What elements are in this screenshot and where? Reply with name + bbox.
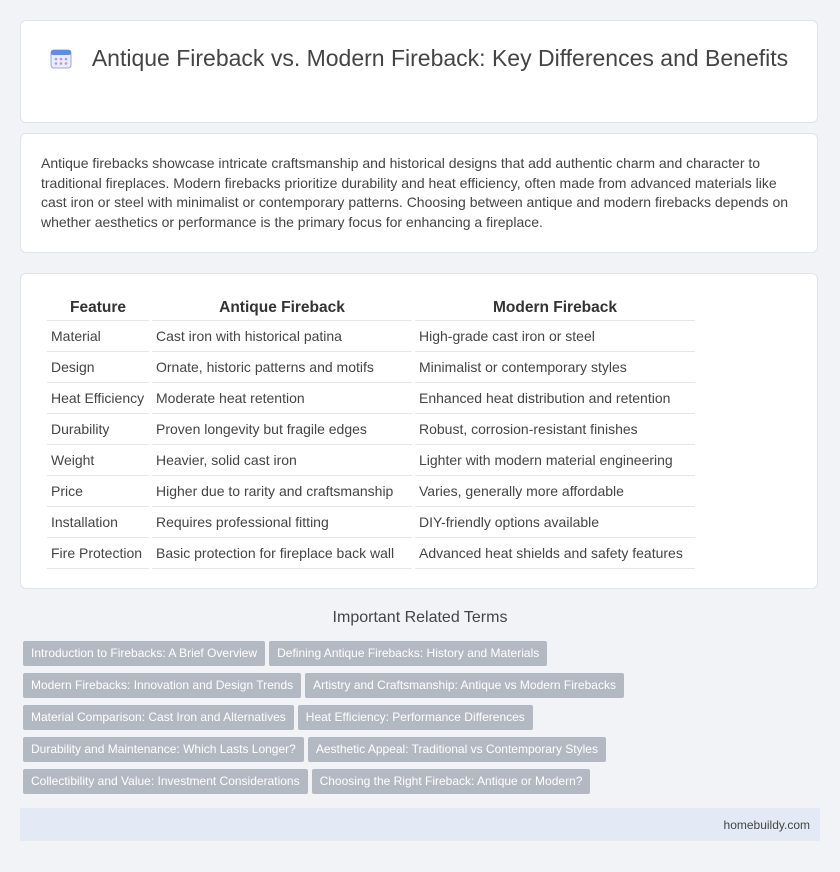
related-term-tag[interactable]: Defining Antique Firebacks: History and Materials bbox=[269, 641, 547, 666]
table-cell: Basic protection for fireplace back wall bbox=[152, 538, 412, 569]
table-cell: Lighter with modern material engineering bbox=[415, 445, 695, 476]
related-term-tag[interactable]: Modern Firebacks: Innovation and Design Trends bbox=[23, 673, 301, 698]
page-title-row bbox=[21, 43, 817, 73]
table-cell: Material bbox=[47, 321, 149, 352]
table-cell: Ornate, historic patterns and motifs bbox=[152, 352, 412, 383]
tag-row bbox=[23, 673, 823, 705]
table-cell: Minimalist or contemporary styles bbox=[415, 352, 695, 383]
table-cell: Proven longevity but fragile edges bbox=[152, 414, 412, 445]
table-row bbox=[47, 383, 695, 414]
related-term-tag[interactable]: Material Comparison: Cast Iron and Alternatives bbox=[23, 705, 294, 730]
table-cell: Price bbox=[47, 476, 149, 507]
related-term-tag[interactable]: Introduction to Firebacks: A Brief Overview bbox=[23, 641, 265, 666]
table-cell: Weight bbox=[47, 445, 149, 476]
table-row bbox=[47, 414, 695, 445]
tag-row bbox=[23, 769, 823, 801]
table-header-row bbox=[47, 296, 695, 321]
related-term-tag[interactable]: Choosing the Right Fireback: Antique or Modern? bbox=[312, 769, 591, 794]
tag-row bbox=[23, 641, 823, 673]
tag-row bbox=[23, 737, 823, 769]
header-feature: Feature bbox=[47, 296, 149, 321]
footer-site-link[interactable]: homebuildy.com bbox=[723, 818, 810, 832]
intro-card bbox=[20, 133, 818, 253]
related-term-tag[interactable]: Heat Efficiency: Performance Differences bbox=[298, 705, 533, 730]
table-cell: Higher due to rarity and craftsmanship bbox=[152, 476, 412, 507]
table-cell: Design bbox=[47, 352, 149, 383]
related-term-tag[interactable]: Durability and Maintenance: Which Lasts Longer? bbox=[23, 737, 304, 762]
footer bbox=[20, 808, 820, 841]
intro-paragraph: Antique firebacks showcase intricate craftsmanship and historical designs that add authentic charm and character to traditional fireplaces. Modern firebacks prioritize durability and heat efficiency, often made from advanced materials like cast iron or steel with minimalist or contemporary patterns. Choosing between antique and modern firebacks depends on whether aesthetics or performance is the primary focus for enhancing a fireplace. bbox=[41, 155, 789, 230]
table-cell: Varies, generally more affordable bbox=[415, 476, 695, 507]
table-cell: Enhanced heat distribution and retention bbox=[415, 383, 695, 414]
tag-row bbox=[23, 705, 823, 737]
header-modern: Modern Fireback bbox=[415, 296, 695, 321]
comparison-card bbox=[20, 273, 818, 589]
table-cell: Moderate heat retention bbox=[152, 383, 412, 414]
table-cell: Requires professional fitting bbox=[152, 507, 412, 538]
header-card bbox=[20, 20, 818, 123]
table-cell: High-grade cast iron or steel bbox=[415, 321, 695, 352]
table-row bbox=[47, 476, 695, 507]
table-row bbox=[47, 352, 695, 383]
calendar-icon bbox=[50, 47, 72, 69]
table-row bbox=[47, 538, 695, 569]
table-row bbox=[47, 507, 695, 538]
table-cell: Durability bbox=[47, 414, 149, 445]
related-term-tag[interactable]: Aesthetic Appeal: Traditional vs Contemporary Styles bbox=[308, 737, 606, 762]
table-cell: DIY-friendly options available bbox=[415, 507, 695, 538]
table-cell: Heavier, solid cast iron bbox=[152, 445, 412, 476]
related-term-tag[interactable]: Artistry and Craftsmanship: Antique vs Modern Firebacks bbox=[305, 673, 624, 698]
header-antique: Antique Fireback bbox=[152, 296, 412, 321]
table-cell: Cast iron with historical patina bbox=[152, 321, 412, 352]
table-cell: Heat Efficiency bbox=[47, 383, 149, 414]
table-cell: Fire Protection bbox=[47, 538, 149, 569]
table-row bbox=[47, 445, 695, 476]
page-title: Antique Fireback vs. Modern Fireback: Key Differences and Benefits bbox=[91, 45, 789, 71]
table-row bbox=[47, 321, 695, 352]
comparison-table bbox=[44, 296, 698, 569]
related-term-tag[interactable]: Collectibility and Value: Investment Considerations bbox=[23, 769, 308, 794]
table-cell: Robust, corrosion-resistant finishes bbox=[415, 414, 695, 445]
related-terms-list bbox=[23, 641, 823, 801]
related-terms-title: Important Related Terms bbox=[332, 609, 508, 626]
table-cell: Advanced heat shields and safety features bbox=[415, 538, 695, 569]
table-cell: Installation bbox=[47, 507, 149, 538]
